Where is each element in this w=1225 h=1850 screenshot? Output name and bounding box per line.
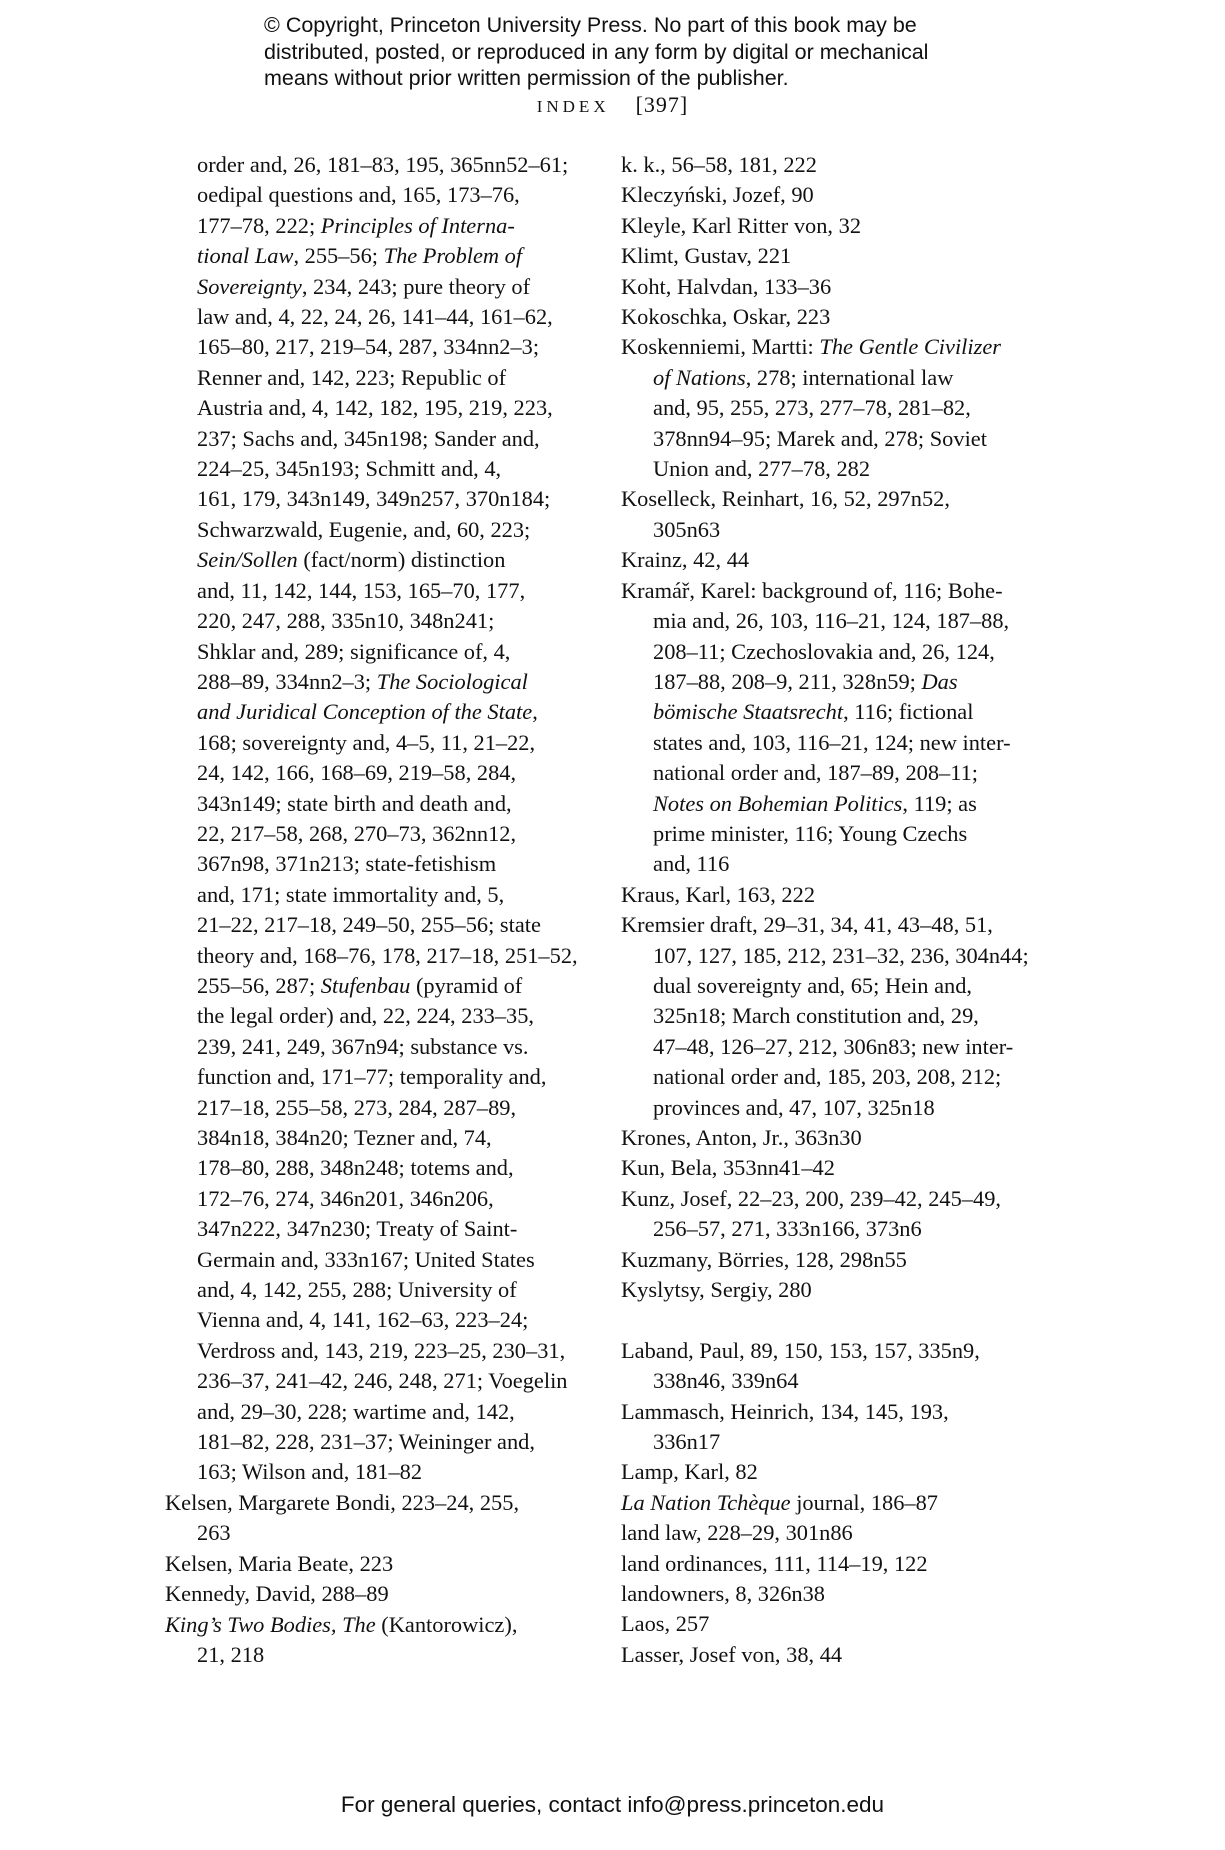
index-line: 263: [197, 1520, 231, 1546]
index-entry: [621, 1640, 1039, 1670]
index-line: oedipal questions and, 165, 173–76,: [197, 182, 520, 208]
index-line: Laos, 257: [621, 1611, 710, 1637]
index-line: Renner and, 142, 223; Republic of: [197, 364, 507, 390]
index-entry: [621, 1153, 1039, 1183]
index-line: national order and, 185, 203, 208, 212;: [653, 1064, 1002, 1090]
index-line: Schwarzwald, Eugenie, and, 60, 223;: [197, 516, 531, 542]
index-line: states and, 103, 116–21, 124; new inter-: [653, 729, 1011, 755]
index-line: Koht, Halvdan, 133–36: [621, 273, 832, 299]
index-entry: [165, 1610, 585, 1671]
index-line: 168; sovereignty and, 4–5, 11, 21–22,: [197, 729, 536, 755]
index-line: national order and, 187–89, 208–11;: [653, 760, 979, 786]
index-entry: [621, 1549, 1039, 1579]
index-column-left: [165, 150, 585, 1670]
index-column-right: [621, 150, 1039, 1670]
index-line: Lammasch, Heinrich, 134, 145, 193,: [621, 1398, 949, 1424]
copyright-line: distributed, posted, or reproduced in any form by digital or mechanical: [264, 39, 929, 64]
index-entries-l: [621, 1336, 1039, 1670]
index-entry: [621, 241, 1039, 271]
index-line: dual sovereignty and, 65; Hein and,: [653, 972, 972, 998]
index-line: La Nation Tchèque journal, 186–87: [621, 1489, 938, 1515]
index-line: 343n149; state birth and death and,: [197, 790, 512, 816]
footer-contact: For general queries, contact info@press.princeton.edu: [340, 1792, 885, 1817]
index-line: Kokoschka, Oskar, 223: [621, 304, 831, 330]
index-entry: [165, 1579, 585, 1609]
index-line: 305n63: [653, 516, 721, 542]
index-line: 378nn94–95; Marek and, 278; Soviet: [653, 425, 987, 451]
index-line: 172–76, 274, 346n201, 346n206,: [197, 1185, 494, 1211]
running-head-label: INDEX: [536, 97, 610, 116]
index-line: Koskenniemi, Martti: The Gentle Civilizer: [621, 334, 1001, 360]
index-line: land law, 228–29, 301n86: [621, 1520, 853, 1546]
page-number: [397]: [635, 92, 689, 117]
index-line: and, 171; state immortality and, 5,: [197, 881, 505, 907]
index-line: provinces and, 47, 107, 325n18: [653, 1094, 935, 1120]
index-line: the legal order) and, 22, 224, 233–35,: [197, 1003, 535, 1029]
index-line: Verdross and, 143, 219, 223–25, 230–31,: [197, 1337, 566, 1363]
index-line: Kun, Bela, 353nn41–42: [621, 1155, 835, 1181]
index-line: Kelsen, Maria Beate, 223: [165, 1550, 394, 1576]
index-entry: [165, 1549, 585, 1579]
index-line: 208–11; Czechoslovakia and, 26, 124,: [653, 638, 995, 664]
letter-group-gap: [621, 1305, 1039, 1335]
index-line: 237; Sachs and, 345n198; Sander and,: [197, 425, 540, 451]
index-line: and, 95, 255, 273, 277–78, 281–82,: [653, 395, 971, 421]
index-line: bömische Staatsrecht, 116; fictional: [653, 699, 974, 725]
index-entry: [621, 1245, 1039, 1275]
index-entry: [621, 302, 1039, 332]
index-entry: [621, 1275, 1039, 1305]
index-line: law and, 4, 22, 24, 26, 141–44, 161–62,: [197, 304, 553, 330]
index-entry: [621, 1397, 1039, 1458]
index-entry: [621, 211, 1039, 241]
index-entry: [621, 272, 1039, 302]
index-line: prime minister, 116; Young Czechs: [653, 820, 968, 846]
index-line: Sovereignty, 234, 243; pure theory of: [197, 273, 531, 299]
index-entry: [621, 332, 1039, 484]
index-line: and, 11, 142, 144, 153, 165–70, 177,: [197, 577, 526, 603]
copyright-line: © Copyright, Princeton University Press. No part of this book may be: [264, 13, 917, 37]
index-line: Shklar and, 289; significance of, 4,: [197, 638, 511, 664]
index-line: King’s Two Bodies, The (Kantorowicz),: [165, 1611, 518, 1637]
index-line: 338n46, 339n64: [653, 1368, 799, 1394]
index-line: Kleczyński, Jozef, 90: [621, 182, 814, 208]
index-entry: [621, 576, 1039, 880]
index-line: order and, 26, 181–83, 195, 365nn52–61;: [197, 152, 569, 177]
index-entry: [621, 1609, 1039, 1639]
index-line: and, 116: [653, 851, 730, 877]
index-line: Kelsen, Margarete Bondi, 223–24, 255,: [165, 1489, 520, 1515]
index-line: 181–82, 228, 231–37; Weininger and,: [197, 1429, 535, 1455]
index-line: 256–57, 271, 333n166, 373n6: [653, 1216, 922, 1242]
index-line: 224–25, 345n193; Schmitt and, 4,: [197, 456, 502, 482]
copyright-line: means without prior written permission of the publisher.: [264, 66, 789, 90]
index-entry: [621, 910, 1039, 1123]
index-line: 165–80, 217, 219–54, 287, 334nn2–3;: [197, 334, 540, 360]
index-line: 220, 247, 288, 335n10, 348n241;: [197, 608, 495, 634]
index-line: Laband, Paul, 89, 150, 153, 157, 335n9,: [621, 1337, 980, 1363]
index-line: k. k., 56–58, 181, 222: [621, 152, 817, 177]
index-line: Notes on Bohemian Politics, 119; as: [653, 790, 977, 816]
index-line: 288–89, 334nn2–3; The Sociological: [197, 668, 528, 694]
index-line: Kramář, Karel: background of, 116; Bohe-: [621, 577, 1003, 603]
index-line: 236–37, 241–42, 246, 248, 271; Voegelin: [197, 1368, 568, 1394]
index-line: Sein/Sollen (fact/norm) distinction: [197, 547, 506, 573]
index-entry: [621, 1579, 1039, 1609]
index-line: 384n18, 384n20; Tezner and, 74,: [197, 1125, 492, 1150]
running-head: [0, 92, 1225, 118]
index-entry: [621, 545, 1039, 575]
index-entry: [621, 180, 1039, 210]
index-line: 161, 179, 343n149, 349n257, 370n184;: [197, 486, 551, 512]
index-line: Germain and, 333n167; United States: [197, 1246, 535, 1272]
index-entry: [165, 1488, 585, 1549]
index-entry: [621, 1488, 1039, 1518]
index-line: 22, 217–58, 268, 270–73, 362nn12,: [197, 820, 517, 846]
index-line: 336n17: [653, 1429, 721, 1455]
index-line: Kremsier draft, 29–31, 34, 41, 43–48, 51,: [621, 912, 993, 938]
index-line: land ordinances, 111, 114–19, 122: [621, 1550, 928, 1576]
index-line: Klimt, Gustav, 221: [621, 243, 792, 269]
index-line: Kuzmany, Börries, 128, 298n55: [621, 1246, 907, 1272]
index-line: Kunz, Josef, 22–23, 200, 239–42, 245–49,: [621, 1185, 1001, 1211]
index-line: mia and, 26, 103, 116–21, 124, 187–88,: [653, 608, 1010, 634]
index-line: Krainz, 42, 44: [621, 547, 750, 573]
copyright-notice: [264, 12, 984, 92]
index-entry: [621, 1336, 1039, 1397]
index-entry: [621, 1123, 1039, 1153]
index-line: Union and, 277–78, 282: [653, 456, 871, 482]
index-line: Kleyle, Karl Ritter von, 32: [621, 212, 862, 238]
index-line: tional Law, 255–56; The Problem of: [197, 243, 523, 269]
index-line: 217–18, 255–58, 273, 284, 287–89,: [197, 1094, 517, 1120]
index-line: 47–48, 126–27, 212, 306n83; new inter-: [653, 1033, 1014, 1059]
index-line: Lamp, Karl, 82: [621, 1459, 758, 1485]
index-line: and, 4, 142, 255, 288; University of: [197, 1277, 517, 1303]
index-line: Krones, Anton, Jr., 363n30: [621, 1125, 862, 1150]
index-line: 367n98, 371n213; state-fetishism: [197, 851, 497, 877]
continued-entry-kelsen-hans: [165, 150, 585, 1488]
index-line: Vienna and, 4, 141, 162–63, 223–24;: [197, 1307, 529, 1333]
index-line: function and, 171–77; temporality and,: [197, 1064, 547, 1090]
index-line: 21, 218: [197, 1641, 265, 1667]
index-line: 107, 127, 185, 212, 231–32, 236, 304n44;: [653, 942, 1029, 968]
index-line: 347n222, 347n230; Treaty of Saint-: [197, 1216, 518, 1242]
index-entry: [621, 484, 1039, 545]
index-line: Koselleck, Reinhart, 16, 52, 297n52,: [621, 486, 950, 512]
index-entry: [621, 1457, 1039, 1487]
index-entry: [621, 880, 1039, 910]
index-entry: [621, 1518, 1039, 1548]
index-line: landowners, 8, 326n38: [621, 1581, 825, 1607]
index-line: and, 29–30, 228; wartime and, 142,: [197, 1398, 515, 1424]
index-line: and Juridical Conception of the State,: [197, 699, 538, 725]
index-line: of Nations, 278; international law: [653, 364, 954, 390]
index-line: 178–80, 288, 348n248; totems and,: [197, 1155, 514, 1181]
index-line: 325n18; March constitution and, 29,: [653, 1003, 979, 1029]
index-line: Kennedy, David, 288–89: [165, 1581, 389, 1607]
index-line: Kraus, Karl, 163, 222: [621, 881, 816, 907]
index-entry: [621, 1184, 1039, 1245]
index-line: 177–78, 222; Principles of Interna-: [197, 212, 515, 238]
index-line: 163; Wilson and, 181–82: [197, 1459, 423, 1485]
index-line: Lasser, Josef von, 38, 44: [621, 1641, 843, 1667]
index-line: 255–56, 287; Stufenbau (pyramid of: [197, 972, 523, 998]
index-line: Austria and, 4, 142, 182, 195, 219, 223,: [197, 395, 553, 421]
index-line: 24, 142, 166, 168–69, 219–58, 284,: [197, 760, 517, 786]
index-entry: [621, 150, 1039, 180]
index-line: 239, 241, 249, 367n94; substance vs.: [197, 1033, 529, 1059]
index-line: 187–88, 208–9, 211, 328n59; Das: [653, 668, 958, 694]
index-entries-left: [165, 1488, 585, 1670]
index-line: theory and, 168–76, 178, 217–18, 251–52,: [197, 942, 578, 968]
index-line: Kyslytsy, Sergiy, 280: [621, 1277, 812, 1303]
index-line: 21–22, 217–18, 249–50, 255–56; state: [197, 912, 541, 938]
index-entries-k: [621, 150, 1039, 1305]
